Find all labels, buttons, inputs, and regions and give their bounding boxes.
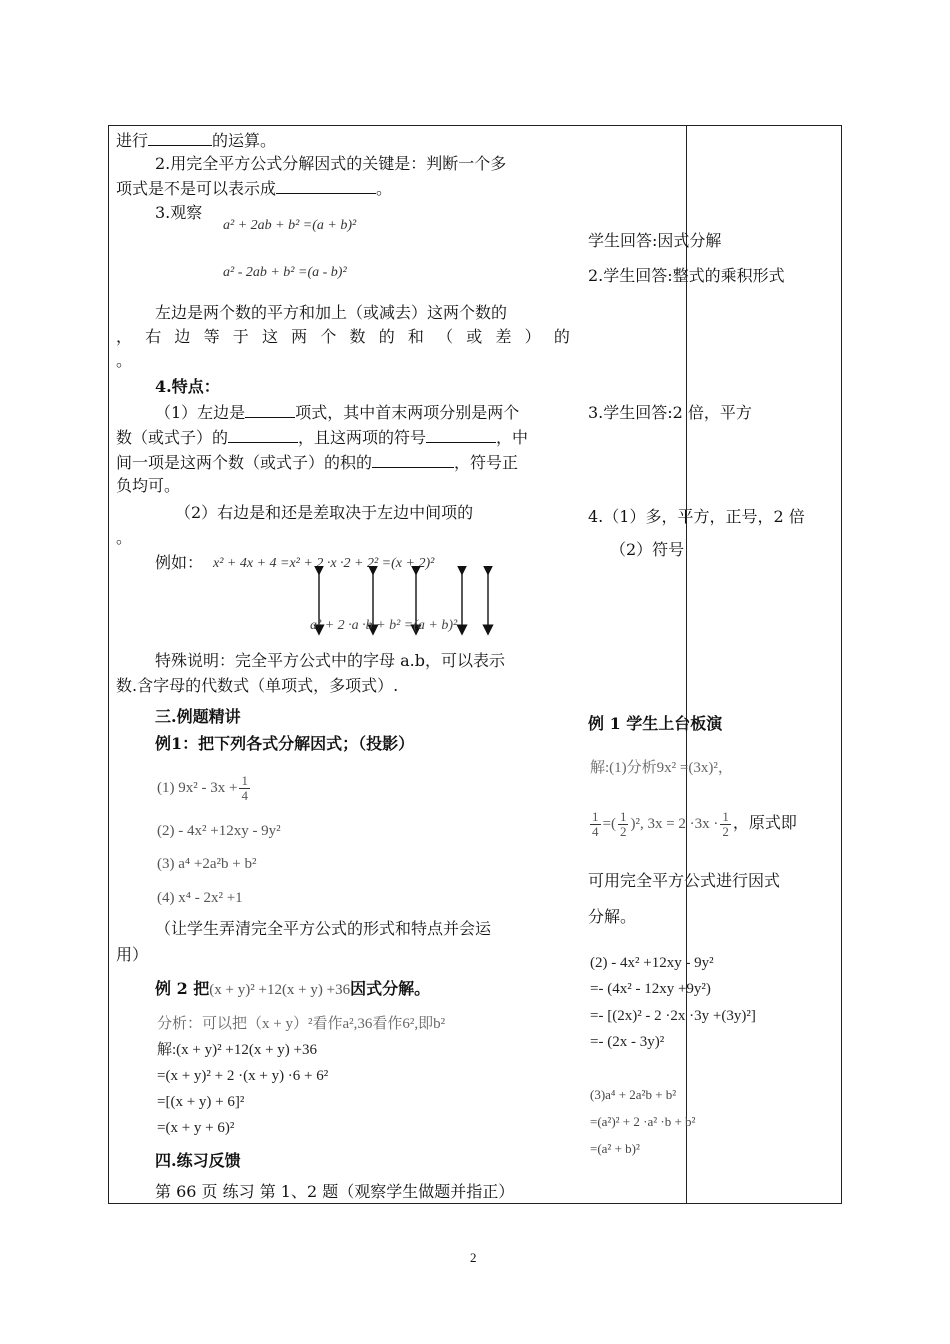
desc-line-3: 。: [116, 351, 133, 370]
example-pattern-formula: a² + 2 ·a ·b + b² =(a + b)²: [310, 618, 458, 633]
column-divider: [686, 126, 687, 1203]
board-solution-2: $\frac{1}{4}$ =( $\frac{1}{2}$ )², 3x = 2 ·3x · $\frac{1}{2}$ ，原式即: [592, 809, 797, 839]
special-note: 特殊说明：完全平方公式中的字母 a.b，可以表示: [155, 651, 505, 670]
point-2-cont: 项式是不是可以表示成 。: [116, 179, 393, 198]
feature-1: （1）左边是 项式，其中首末两项分别是两个: [155, 403, 520, 422]
board-solution-4: 分解。: [588, 907, 637, 926]
blank-3: [245, 401, 295, 418]
exercise-4: (4) x⁴ - 2x² +1: [157, 890, 243, 906]
exercise-3: (3) a⁴ +2a²b + b²: [157, 856, 257, 872]
board-solution-1: 解:(1)分析9x² =(3x)²，: [590, 760, 733, 776]
example-formula: x² + 4x + 4 =x² + 2 ·x ·2 + 2² =(x + 2)²: [213, 556, 435, 571]
feature-1-cont2: 间一项是这两个数（或式子）的积的 ，符号正: [116, 453, 519, 472]
exercise-1: (1) 9x² - 3x + $\frac{1}{4}$: [157, 773, 248, 803]
board-ex3-line-2: =(a²)² + 2 ·a² ·b + b²: [590, 1114, 696, 1129]
exercise-2: (2) - 4x² +12xy - 9y²: [157, 823, 281, 839]
board-ex2-line-1: (2) - 4x² +12xy - 9y²: [590, 955, 714, 971]
teaching-tip-cont: 用）: [116, 945, 149, 964]
board-solution-3: 可用完全平方公式进行因式: [588, 871, 781, 890]
blank-2: [276, 177, 376, 194]
section-3-heading: 三.例题精讲: [155, 707, 241, 726]
desc-line-2: ， 右 边 等 于 这 两 个 数 的 和 （ 或 差 ） 的: [116, 327, 570, 346]
student-answer-4b: （2）符号: [610, 540, 685, 559]
blank-4: [228, 426, 298, 443]
board-ex3-line-3: =(a² + b)²: [590, 1141, 640, 1156]
section-4-heading: 四.练习反馈: [155, 1151, 241, 1170]
analysis: 分析：可以把（x + y）²看作a²,36看作6²,即b²: [157, 1016, 446, 1032]
student-answer-2: 2.学生回答:整式的乘积形式: [588, 266, 785, 285]
student-answer-3: 3.学生回答:2 倍，平方: [588, 403, 752, 422]
feature-2-cont: 。: [116, 528, 133, 547]
point-2: 2.用完全平方公式分解因式的关键是：判断一个多: [155, 154, 507, 173]
board-ex2-line-3: =- [(2x)² - 2 ·2x ·3y +(3y)²]: [590, 1008, 756, 1024]
point-3: 3.观察: [155, 203, 203, 222]
blank-6: [372, 451, 454, 468]
solution-line-3: =[(x + y) + 6]²: [157, 1094, 245, 1110]
student-answer-1: 学生回答:因式分解: [588, 231, 722, 250]
feature-2: （2）右边是和还是差取决于左边中间项的: [175, 503, 474, 522]
board-ex2-line-4: =- (2x - 3y)²: [590, 1034, 665, 1050]
special-note-cont: 数.含字母的代数式（单项式，多项式）.: [116, 676, 399, 695]
example-2-heading: 例 2 把(x + y)² +12(x + y) +36因式分解。: [155, 979, 431, 998]
example-label: 例如：: [155, 553, 204, 572]
teaching-tip: （让学生弄清完全平方公式的形式和特点并会运: [155, 919, 492, 938]
blank-1: [148, 129, 212, 146]
blank-5: [426, 426, 496, 443]
solution-line-4: =(x + y + 6)²: [157, 1120, 235, 1136]
formula-sum-square: a² + 2ab + b² =(a + b)²: [223, 218, 357, 233]
board-ex2-line-2: =- (4x² - 12xy +9y²): [590, 981, 711, 997]
feature-1-cont3: 负均可。: [116, 476, 181, 495]
student-answer-4: 4.（1）多，平方，正号，2 倍: [588, 507, 805, 526]
solution-line-2: =(x + y)² + 2 ·(x + y) ·6 + 6²: [157, 1068, 329, 1084]
page-number: 2: [470, 1250, 477, 1265]
example-1-heading: 例1：把下列各式分解因式；（投影）: [155, 734, 415, 753]
feature-1-cont: 数（或式子）的 ，且这两项的符号 ，中: [116, 428, 529, 447]
line-1: 进行 的运算。: [116, 131, 277, 150]
solution-line-1: 解:(x + y)² +12(x + y) +36: [157, 1042, 317, 1058]
point-4-heading: 4.特点：: [155, 377, 220, 396]
practice-note: 第 66 页 练习 第 1、2 题（观察学生做题并指正）: [155, 1182, 515, 1201]
example-1-board: 例 1 学生上台板演: [588, 714, 723, 733]
board-ex3-line-1: (3)a⁴ + 2a²b + b²: [590, 1087, 677, 1102]
desc-line-1: 左边是两个数的平方和加上（或减去）这两个数的: [155, 303, 508, 322]
formula-diff-square: a² - 2ab + b² =(a - b)²: [223, 265, 347, 280]
